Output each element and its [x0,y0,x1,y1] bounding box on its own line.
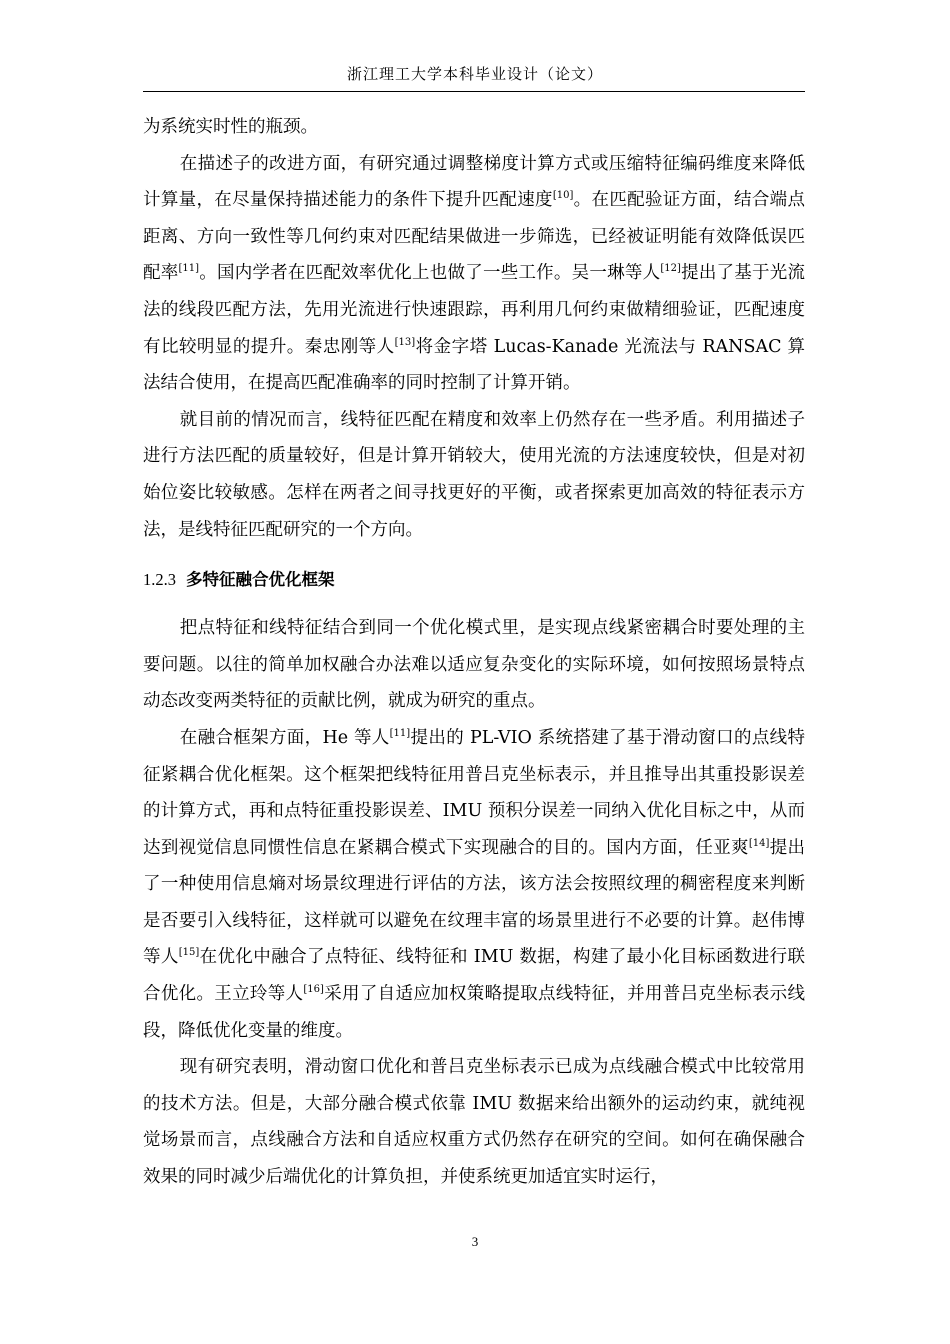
paragraph [143,720,805,1049]
citation-marker: [10] [552,190,574,202]
paragraph-text: 在描述子的改进方面，有研究通过调整梯度计算方式或压缩特征编码维度来降低计算量，在尽量保持描述能力的条件下提升匹配速度 [143,153,805,211]
citation-marker: [11] [389,728,411,740]
paragraph-text: 就目前的情况而言，线特征匹配在精度和效率上仍然存在一些矛盾。利用描述子进行方法匹配的质量较好，但是计算开销较大，使用光流的方法速度较快，但是对初始位姿比较敏感。怎样在两者之间寻找更好的平衡，或者探索更加高效的特征表示方法，是线特征匹配研究的一个方向。 [143,409,805,540]
running-header: 浙江理工大学本科毕业设计（论文） [346,65,603,83]
paragraph-text: 采用了自适应加权策略提取点线特征，并用普吕克坐标表示线段，降低优化变量的维度。 [143,984,806,1041]
paragraph-text: 为系统实时性的瓶颈。 [143,117,318,137]
paragraph-text: 在融合框架方面，He 等人 [179,727,390,748]
header-rule [143,91,805,92]
paragraph-text: 把点特征和线特征结合到同一个优化模式里，是实现点线紧密耦合时要处理的主要问题。以往的简单加权融合办法难以适应复杂变化的实际环境，如何按照场景特点动态改变两类特征的贡献比例，就成为研究的重点。 [143,618,805,712]
section-number: 1.2.3 [143,570,176,590]
paragraph [143,1049,805,1195]
paragraph-text: 将金字塔 Lucas-Kanade 光流法与 RANSAC 算法结合使用，在提高匹配准确率的同时控制了计算开销。 [143,336,806,394]
body-text [143,109,805,1196]
citation-marker: [15] [178,947,200,959]
citation-marker: [14] [748,837,770,849]
paragraph-text: 提出的 PL-VIO 系统搭建了基于滑动窗口的点线特征紧耦合优化框架。这个框架把线特征用普吕克坐标表示，并且推导出其重投影误差的计算方式，再和点特征重投影误差、IMU 预积分误差一同纳入优化目标之中，从而达到视觉信息同惯性信息在紧耦合模式下实现融合的目的。国内方面，任亚爽 [143,727,805,858]
paragraph-text: 提出了一种使用信息熵对场景纹理进行评估的方法，该方法会按照纹理的稠密程度来判断是否要引入线特征，这样就可以避免在纹理丰富的场景里进行不必要的计算。赵伟博等人 [143,837,806,968]
paragraph [143,146,805,402]
paragraphs-before-section [143,109,805,548]
paragraph-text: 在优化中融合了点特征、线特征和 IMU 数据，构建了最小化目标函数进行联合优化。王立玲等人 [143,947,805,1005]
paragraph-text: 。国内学者在匹配效率优化上也做了一些工作。吴一琳等人 [199,263,661,284]
citation-marker: [16] [303,984,324,996]
citation-marker: [13] [394,336,416,348]
paragraph-text: 提出了基于光流法的线段匹配方法，先用光流进行快速跟踪，再利用几何约束做精细验证，匹配速度有比较明显的提升。秦忠刚等人 [143,263,805,357]
citation-marker: [12] [660,263,681,275]
page-number: 3 [471,1234,479,1249]
citation-marker: [11] [178,263,199,275]
paragraph [143,610,805,720]
paragraph-text: 。在匹配验证方面，结合端点距离、方向一致性等几何约束对匹配结果做进一步筛选，已经被证明能有效降低误匹配率 [143,190,805,284]
paragraph [143,402,805,548]
section-title: 多特征融合优化框架 [186,570,335,590]
paragraphs-in-section [143,610,805,1196]
paragraph-text: 现有研究表明，滑动窗口优化和普吕克坐标表示已成为点线融合模式中比较常用的技术方法。但是，大部分融合模式依靠 IMU 数据来给出额外的运动约束，就纯视觉场景而言，点线融合方法和自适应权重方式仍然存在研究的空间。如何在确保融合效果的同时减少后端优化的计算负担，并使系统更加适宜实时运行， [143,1057,805,1188]
paragraph [143,109,805,146]
section-heading [143,562,805,598]
